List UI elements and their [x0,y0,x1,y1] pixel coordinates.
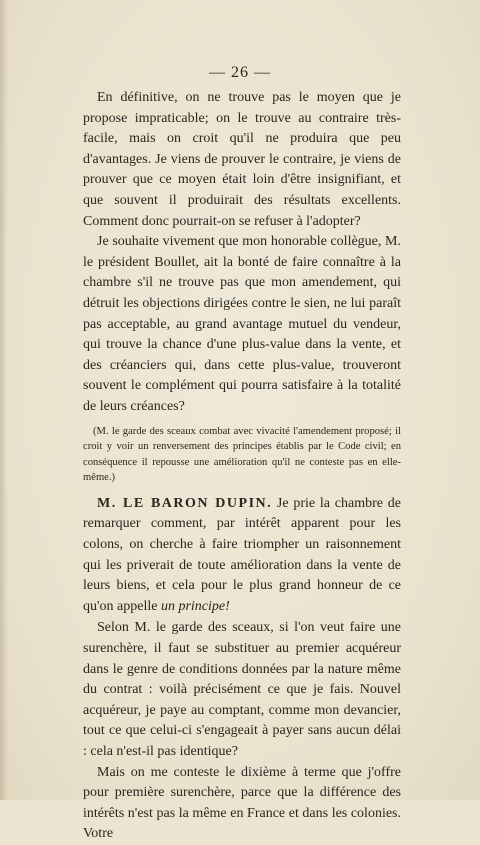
paragraph-definitive: En définitive, on ne trouve pas le moyen que je propose impraticable; on le trouve au contraire très-facile, mais on croit qu'il ne produira que peu d'avantages. Je viens de prouver le contraire, je viens de prouver que ce moyen était loin d'être insignifiant, et que souvent il produirait des résultats excellents. Comment donc pourrait-on se refuser à l'adopter? [83,90,401,229]
paragraph-baron-dupin [83,494,401,618]
body-text [83,88,401,845]
paragraph-selon: Selon M. le garde des sceaux, si l'on veut faire une surenchère, il faut se substituer au premier acquéreur dans le genre de conditions données par la nature même du contrat : voilà précisément ce que je fais. Nouvel acquéreur, je paye au comptant, comme mon devancier, tout ce que celui-ci s'engageait à payer sans aucun délai : cela n'est-il pas identique? [83,620,401,759]
paragraph-souhaite: Je souhaite vivement que mon honorable collègue, M. le président Boullet, ait la bonté de faire connaître à la chambre s'il ne trouve pas que mon amendement, qui détruit les objections dirigées contre le sien, ne lui paraît pas acceptable, au grand avantage mutuel du vendeur, qui trouve la chance d'une plus-value dans la vente, et des créanciers qui, dans cette plus-value, trouveront souvent le complément qui pourra satisfaire à la totalité de leurs créances? [83,234,401,414]
editorial-note: (M. le garde des sceaux combat avec vivacité l'amendement proposé; il croit y voir un renversement des principes établis par le Code civil; en conséquence il repousse une amélioration qu'il ne conteste pas en elle-même.) [83,425,401,484]
page-edge-shadow [0,0,8,800]
speech-text: Je prie la chambre de remarquer comment, par intérêt apparent pour les colons, on cherche à faire triompher un raisonnement qui les priverait de toute amélioration dans la vente de leurs biens, et cela pour le plus grand honneur de ce qu'on appelle [83,495,401,614]
speech-italic: un principe! [160,598,230,614]
paragraph-mais: Mais on me conteste le dixième à terme que j'offre pour première surenchère, parce que la différence des intérêts n'est pas la même en France et dans les colonies. Votre [83,764,401,842]
speaker-name: M. LE BARON DUPIN. [97,495,273,511]
page-number: — 26 — [209,64,271,81]
